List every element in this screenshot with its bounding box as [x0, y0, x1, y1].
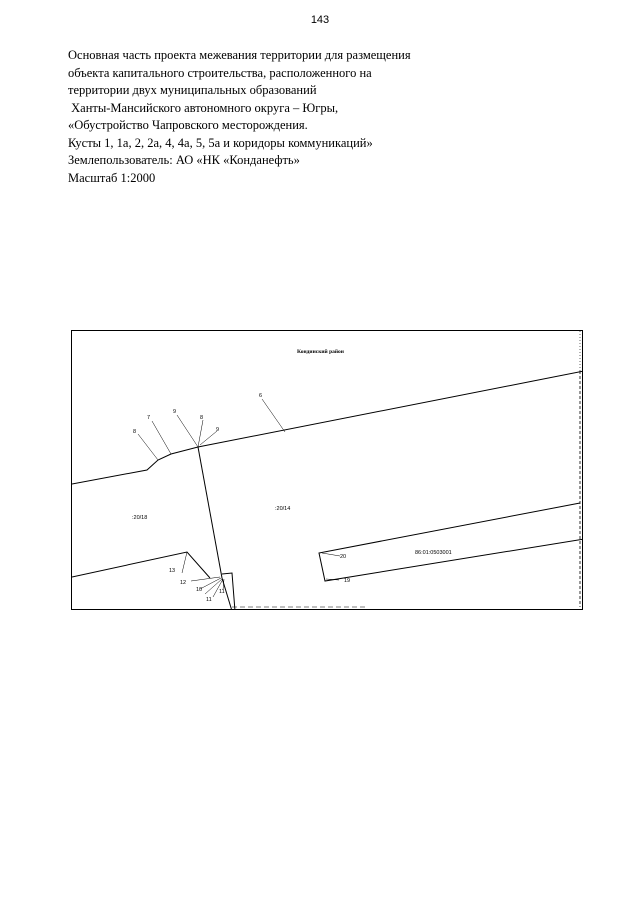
boundary-line: [198, 447, 222, 578]
leader-line: [200, 431, 217, 445]
leader-line: [138, 434, 158, 460]
point-label: 11: [206, 597, 212, 603]
boundary-line: [319, 503, 583, 581]
leader-line: [152, 421, 171, 454]
leader-line: [177, 415, 198, 447]
header-line: территории двух муниципальных образований: [68, 83, 317, 97]
point-label: 13: [169, 568, 176, 574]
header-line: Ханты-Мансийского автономного округа – Югры,: [68, 100, 339, 115]
scale-line: Масштаб 1:2000: [68, 170, 156, 185]
parcel-label: :20/14: [275, 506, 291, 512]
header-line: Основная часть проекта межевания территории для размещения: [68, 48, 411, 62]
land-user-line: Землепользователь: АО «НК «Конданефть»: [68, 153, 300, 167]
district-label: Кондинский район: [297, 349, 344, 355]
header-line: «Обустройство Чапровского месторождения.: [68, 118, 308, 132]
boundary-line: [72, 371, 583, 484]
point-label: 19: [344, 578, 351, 584]
page-number: 143: [310, 14, 330, 26]
boundary-line: [72, 552, 210, 578]
survey-map: [71, 330, 583, 610]
point-label: 10: [196, 587, 203, 593]
point-label: 20: [340, 554, 347, 560]
point-label: 9: [173, 409, 177, 415]
point-label: 11: [219, 589, 225, 595]
point-label: 8: [200, 415, 204, 421]
point-label: 6: [259, 393, 263, 399]
parcel-label: 86:01:0503001: [415, 550, 452, 556]
document-header: [68, 47, 468, 187]
header-line: Кусты 1, 1а, 2, 2а, 4, 4а, 5, 5а и коридоры коммуникаций»: [68, 135, 373, 150]
leader-line: [182, 552, 187, 573]
leader-line: [322, 553, 340, 556]
point-label: 7: [147, 415, 151, 421]
parcel-label: :20/18: [132, 515, 148, 521]
leader-line: [191, 577, 220, 581]
header-line: объекта капитального строительства, расположенного на: [68, 65, 372, 80]
point-label: 8: [133, 429, 137, 435]
leader-line: [200, 578, 221, 589]
point-label: 9: [216, 427, 220, 433]
leader-line: [262, 399, 285, 432]
survey-map-drawing: [72, 331, 583, 610]
point-label: 12: [180, 580, 187, 586]
